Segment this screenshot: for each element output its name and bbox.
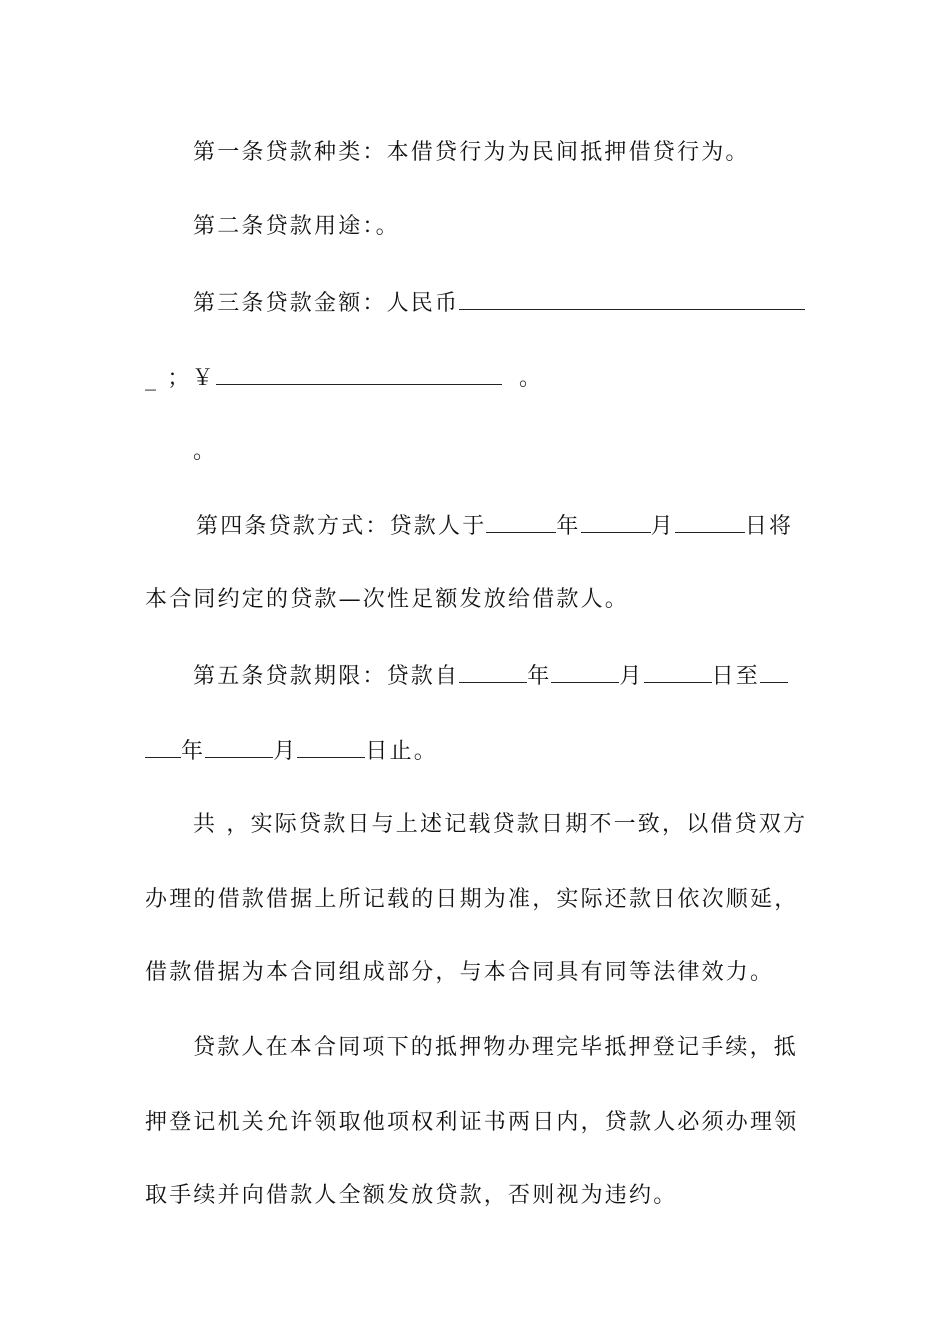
clause-5-end-day-blank bbox=[297, 735, 365, 758]
clause-3-continued bbox=[145, 362, 543, 394]
amount-rmb-blank bbox=[459, 287, 805, 310]
amount-yen-blank bbox=[216, 362, 502, 385]
paragraph-actual-date-line-2 bbox=[145, 885, 798, 915]
clause-4-year-label: 年 bbox=[556, 514, 581, 539]
clause-1 bbox=[193, 138, 750, 168]
paragraph-mortgage-line-1 bbox=[193, 1033, 798, 1063]
clause-5 bbox=[193, 660, 788, 692]
clause-5-end-month-blank bbox=[205, 735, 273, 758]
clause-2-text: 第二条贷款用途：。 bbox=[193, 214, 400, 239]
clause-5-continued bbox=[145, 735, 438, 767]
paragraph-mortgage-text-2: 押登记机关允许领取他项权利证书两日内，贷款人必须办理领 bbox=[145, 1110, 799, 1135]
paragraph-mortgage-text-1: 贷款人在本合同项下的抵押物办理完毕抵押登记手续，抵 bbox=[193, 1035, 799, 1060]
clause-3-text: 第三条贷款金额：人民币 bbox=[193, 291, 460, 316]
clause-5-end-year-label: 年 bbox=[181, 739, 206, 764]
clause-4-continued-text: 本合同约定的贷款—次性足额发放给借款人。 bbox=[145, 587, 630, 612]
clause-3-yen-text: _ ；￥ bbox=[145, 366, 216, 391]
clause-3-end: 。 bbox=[519, 366, 544, 391]
clause-5-end-month-label: 月 bbox=[273, 739, 298, 764]
clause-5-start-day-blank bbox=[644, 660, 712, 683]
clause-5-start-year-label: 年 bbox=[527, 664, 552, 689]
clause-4-day-blank bbox=[675, 510, 745, 533]
clause-5-text: 第五条贷款期限：贷款自 bbox=[193, 664, 460, 689]
clause-5-start-month-blank bbox=[551, 660, 619, 683]
clause-5-start-day-label: 日至 bbox=[711, 664, 761, 689]
clause-4-month-blank bbox=[581, 510, 651, 533]
paragraph-mortgage-line-3 bbox=[145, 1181, 677, 1211]
clause-4 bbox=[196, 510, 793, 542]
clause-4-text: 第四条贷款方式：贷款人于 bbox=[196, 514, 487, 539]
clause-4-year-blank bbox=[486, 510, 556, 533]
paragraph-actual-date-line-1 bbox=[193, 810, 807, 840]
clause-5-start-year-blank bbox=[459, 660, 527, 683]
clause-4-month-label: 月 bbox=[650, 514, 675, 539]
clause-5-end-year-blank-part1 bbox=[760, 660, 788, 683]
paragraph-actual-date-line-3 bbox=[145, 958, 774, 988]
clause-5-end-day-label: 日止。 bbox=[365, 739, 439, 764]
paragraph-actual-date-text-2: 办理的借款借据上所记载的日期为准，实际还款日依次顺延， bbox=[145, 887, 799, 912]
paragraph-mortgage-text-3: 取手续并向借款人全额发放贷款，否则视为违约。 bbox=[145, 1183, 678, 1208]
clause-3 bbox=[193, 287, 805, 319]
clause-4-day-label: 日将 bbox=[744, 514, 794, 539]
clause-1-text: 第一条贷款种类：本借贷行为为民间抵押借贷行为。 bbox=[193, 140, 750, 165]
paragraph-actual-date-text-3: 借款借据为本合同组成部分，与本合同具有同等法律效力。 bbox=[145, 960, 775, 985]
paragraph-mortgage-line-2 bbox=[145, 1108, 798, 1138]
clause-5-end-year-blank-part2 bbox=[145, 735, 181, 758]
clause-5-start-month-label: 月 bbox=[619, 664, 644, 689]
clause-2 bbox=[193, 212, 400, 242]
standalone-period-text: 。 bbox=[193, 439, 218, 464]
standalone-period bbox=[193, 437, 217, 467]
paragraph-actual-date-text-1: 共 ，实际贷款日与上述记载贷款日期不一致，以借贷双方 bbox=[193, 812, 808, 837]
clause-4-continued bbox=[145, 585, 629, 615]
